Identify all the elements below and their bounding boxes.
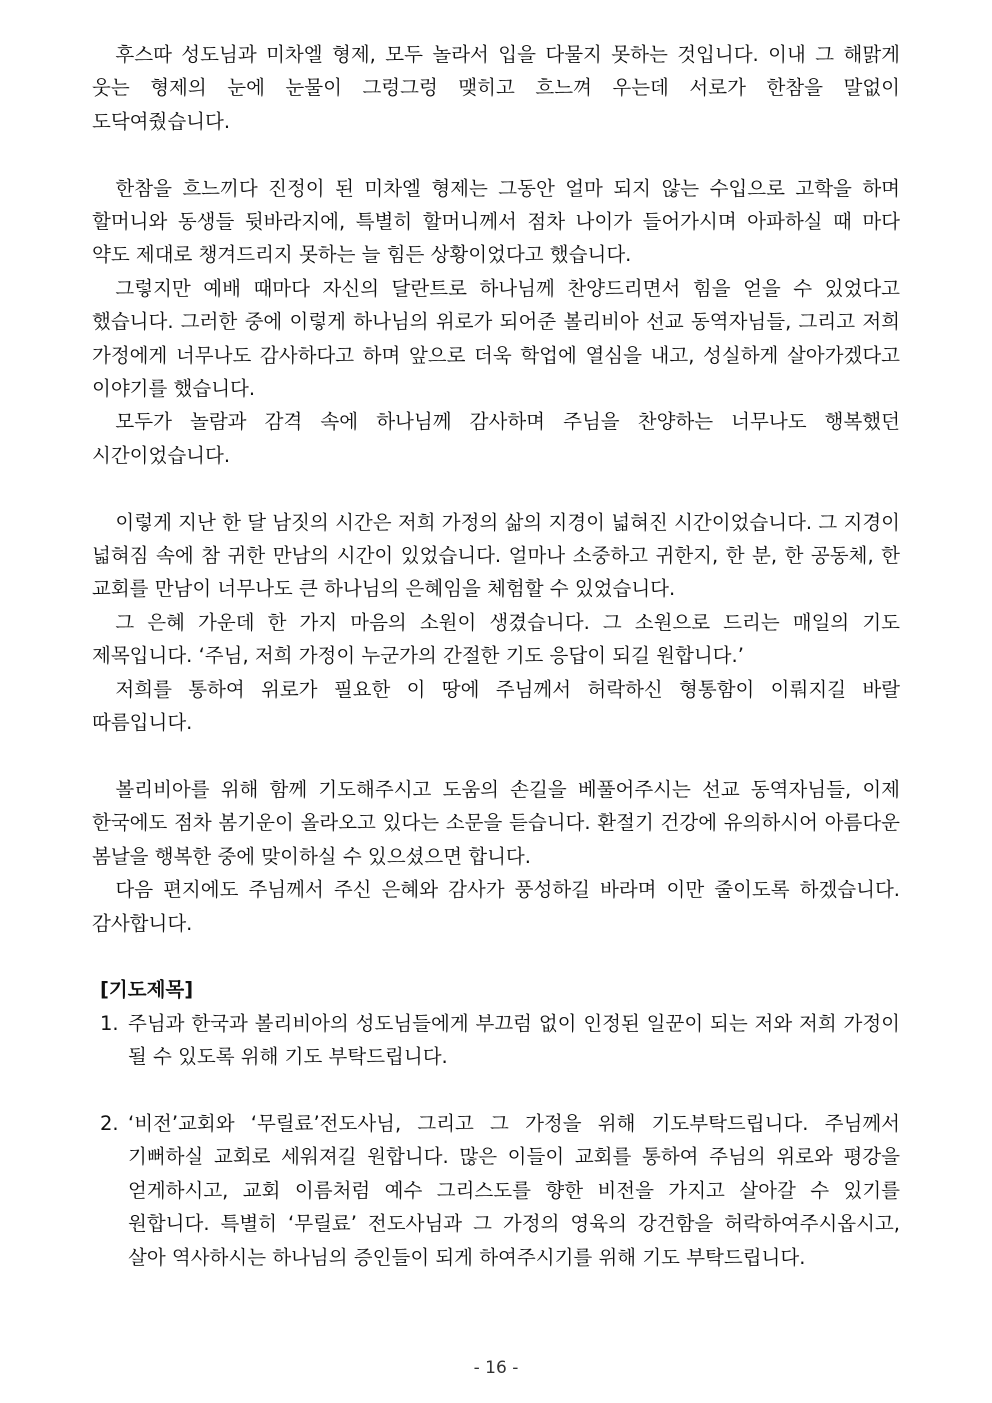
paragraph-gap <box>92 138 900 171</box>
page-number: - 16 - <box>473 1358 519 1378</box>
letter-body <box>92 38 900 1274</box>
paragraph-gap <box>92 1074 900 1107</box>
paragraph: 그렇지만 예배 때마다 자신의 달란트로 하나님께 찬양드리면서 힘을 얻을 수 있었다고 했습니다. 그러한 중에 이렇게 하나님의 위로가 되어준 볼리비아 선교 동역자님들, 그리고 저희 가정에게 너무나도 감사하다고 하며 앞으로 더욱 학업에 열심을 내고, 성실하게 살아가겠다고 이야기를 했습니다. <box>92 276 900 401</box>
prayer-item-text: ‘비전’교회와 ‘무릴료’전도사님, 그리고 그 가정을 위해 기도부탁드립니다. 주님께서 기뻐하실 교회로 세워져길 원합니다. 많은 이들이 교회를 통하여 주님의 위로와 평강을 얻게하시고, 교회 이름처럼 예수 그리스도를 향한 비전을 가지고 살아갈 수 있기를 원합니다. 특별히 ‘무릴료’ 전도사님과 그 가정의 영육의 강건함을 허락하여주시옵시고, 살아 역사하시는 하나님의 증인들이 되게 하여주시기를 위해 기도 부탁드립니다. <box>128 1111 900 1269</box>
paragraph: 그 은혜 가운데 한 가지 마음의 소원이 생겼습니다. 그 소원으로 드리는 매일의 기도 제목입니다. ‘주님, 저희 가정이 누군가의 간절한 기도 응답이 되길 원합니다.’ <box>92 610 900 668</box>
paragraph: 다음 편지에도 주님께서 주신 은혜와 감사가 풍성하길 바라며 이만 줄이도록 하겠습니다. 감사합니다. <box>92 878 900 935</box>
paragraph: 저희를 통하여 위로가 필요한 이 땅에 주님께서 허락하신 형통함이 이뤄지길 바랄 따름입니다. <box>92 677 900 735</box>
paragraph-gap <box>92 740 900 773</box>
prayer-item-text: 주님과 한국과 볼리비아의 성도님들에게 부끄럼 없이 인정된 일꾼이 되는 저와 저희 가정이 될 수 있도록 위해 기도 부탁드립니다. <box>128 1011 900 1069</box>
prayer-item <box>92 1107 900 1274</box>
prayer-section-title: [기도제목] <box>100 978 194 1002</box>
paragraph-gap <box>92 940 900 973</box>
prayer-section <box>92 973 900 1274</box>
paragraph: 이렇게 지난 한 달 남짓의 시간은 저희 가정의 삶의 지경이 넓혀진 시간이었습니다. 그 지경이 넓혀짐 속에 참 귀한 만남의 시간이 있었습니다. 얼마나 소중하고 귀한지, 한 분, 한 공동체, 한 교회를 만남이 너무나도 큰 하나님의 은혜임을 체험할 수 있었습니다. <box>92 510 900 601</box>
prayer-item <box>92 1007 900 1074</box>
paragraph-gap <box>92 472 900 505</box>
paragraph: 후스따 성도님과 미차엘 형제, 모두 놀라서 입을 다물지 못하는 것입니다. 이내 그 해맑게 웃는 형제의 눈에 눈물이 그렁그렁 맺히고 흐느껴 우는데 서로가 한참을 말없이 도닥여줬습니다. <box>92 43 900 133</box>
prayer-item-number: 2. <box>100 1111 119 1135</box>
prayer-item-number: 1. <box>100 1011 119 1035</box>
paragraph: 한참을 흐느끼다 진정이 된 미차엘 형제는 그동안 얼마 되지 않는 수입으로 고학을 하며 할머니와 동생들 뒷바라지에, 특별히 할머니께서 점차 나이가 들어가시며 아파하실 때 마다 약도 제대로 챙겨드리지 못하는 늘 힘든 상황이었다고 했습니다. <box>92 176 900 267</box>
paragraph: 볼리비아를 위해 함께 기도해주시고 도움의 손길을 베풀어주시는 선교 동역자님들, 이제 한국에도 점차 봄기운이 올라오고 있다는 소문을 듣습니다. 환절기 건강에 유의하시어 아름다운 봄날을 행복한 중에 맞이하실 수 있으셨으면 합니다. <box>92 777 900 868</box>
paragraph: 모두가 놀람과 감격 속에 하나님께 감사하며 주님을 찬양하는 너무나도 행복했던 시간이었습니다. <box>92 410 900 467</box>
